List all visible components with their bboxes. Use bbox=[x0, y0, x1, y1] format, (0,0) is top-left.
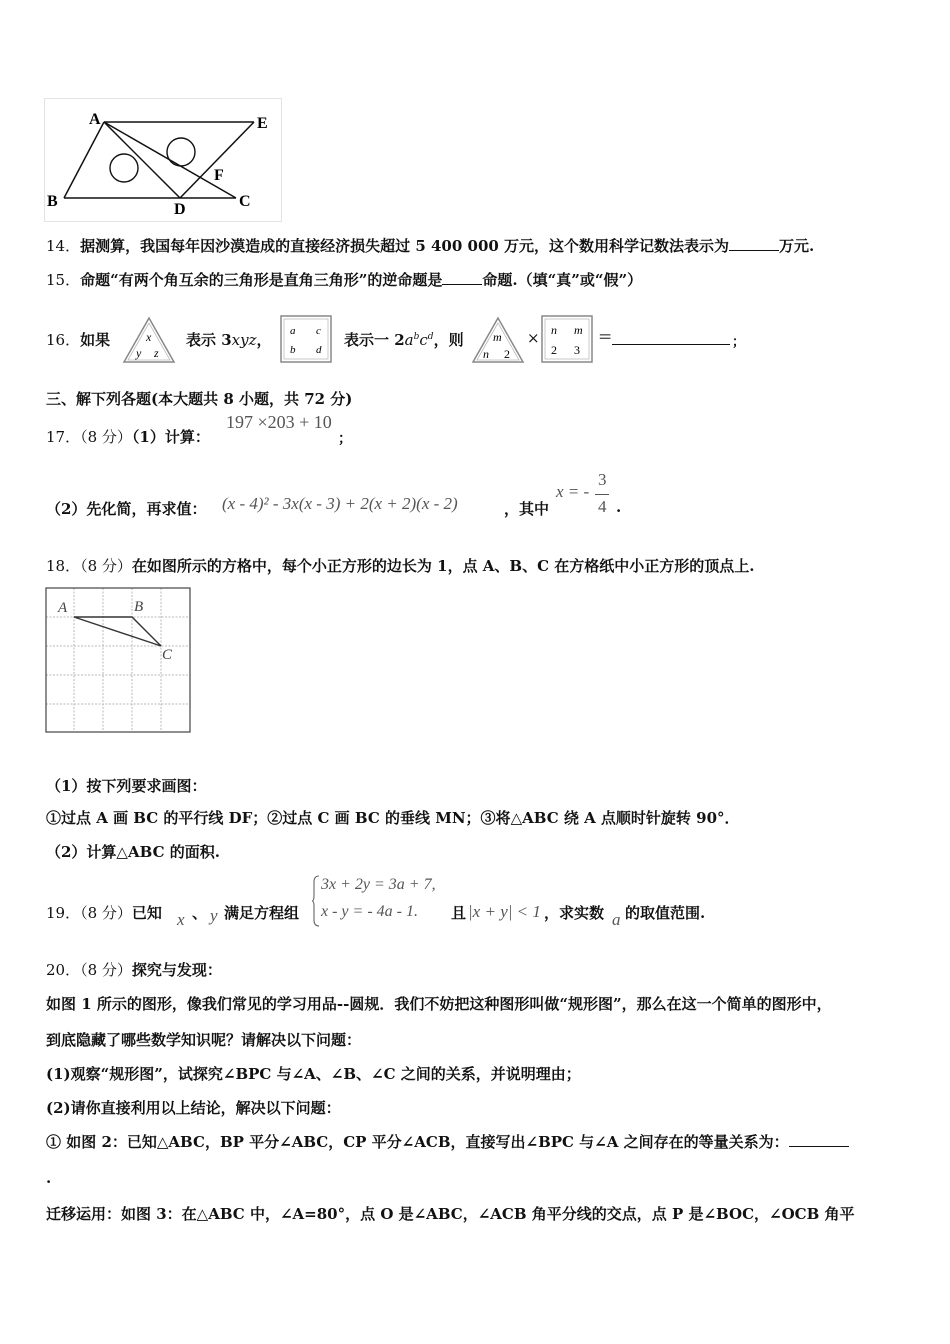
q20-paragraph-2: 到底隐藏了哪些数学知识呢？请解决以下问题： bbox=[46, 1031, 362, 1049]
q20-paragraph-4: (2)请你直接利用以上结论，解决以下问题： bbox=[46, 1099, 341, 1117]
q16-triangle-mn2 bbox=[471, 315, 525, 365]
q18-score: （8 分） bbox=[80, 557, 132, 575]
q18-sub2-title: （2）计算△ABC 的面积. bbox=[46, 843, 220, 861]
q17-header bbox=[46, 426, 210, 447]
label-b: B bbox=[47, 193, 58, 210]
circle-left bbox=[110, 154, 138, 182]
geometry-figure-abcdef bbox=[44, 98, 282, 222]
grid-label-c: C bbox=[162, 647, 173, 663]
label-a: A bbox=[89, 111, 101, 128]
q20-paragraph-1: 如图 1 所示的图形，像我们常见的学习用品--圆规．我们不妨把这种图形叫做“规形图”，那么在这一个简单的图形中， bbox=[46, 995, 832, 1013]
q19-eq2: x - y = - 4a - 1. bbox=[321, 903, 418, 920]
q19-sep: 、 bbox=[192, 904, 208, 922]
box2-tr: m bbox=[574, 323, 583, 337]
q20-number: 20． bbox=[46, 961, 81, 979]
q17-part1-label: （1）计算： bbox=[131, 428, 210, 446]
q19-header bbox=[46, 902, 162, 923]
q15-tail: 命题.（填“真”或“假”） bbox=[482, 271, 643, 289]
question-19 bbox=[46, 872, 906, 934]
tri2-top: m bbox=[493, 330, 502, 344]
q16-part2: 表示 3 bbox=[186, 331, 232, 349]
q20-paragraph-6: 迁移运用：如图 3：在△ABC 中，∠A=80°，点 O 是∠ABC，∠ACB 角平分线的交点，点 P 是∠BOC，∠OCB 角平 bbox=[46, 1205, 855, 1223]
q19-y: y bbox=[210, 906, 218, 925]
q16-box-abcd bbox=[279, 314, 333, 364]
tri1-left: y bbox=[136, 346, 142, 360]
q19-satisfy: 满足方程组 bbox=[224, 904, 300, 922]
q16-box-nm23 bbox=[540, 314, 594, 364]
q19-know: 已知 bbox=[131, 904, 162, 922]
q18-sub1-text: ①过点 A 画 BC 的平行线 DF；②过点 C 画 BC 的垂线 MN；③将△ABC 绕 A 点顺时针旋转 90°． bbox=[46, 809, 740, 827]
q16-equals: = bbox=[598, 327, 613, 347]
q17-part2-label: （2）先化简，再求值： bbox=[46, 500, 207, 518]
question-20-header bbox=[46, 960, 222, 980]
segment-ba bbox=[64, 122, 104, 198]
q16-answer-blank[interactable] bbox=[612, 330, 730, 345]
q17-expr1: 197 ×203 + 10 bbox=[226, 412, 332, 432]
q16-var-c: c bbox=[419, 331, 428, 349]
q19-a: a bbox=[612, 910, 621, 929]
box2-bl: 2 bbox=[551, 343, 557, 357]
label-f: F bbox=[214, 167, 224, 184]
label-c: C bbox=[239, 193, 251, 210]
q20-title: 探究与发现： bbox=[131, 961, 222, 979]
q19-brace bbox=[311, 874, 321, 928]
q17-frac-den: 4 bbox=[598, 497, 607, 516]
q17-x-eq: x = - bbox=[556, 482, 590, 501]
q20-p5-text: ① 如图 2：已知△ABC，BP 平分∠ABC，CP 平分∠ACB，直接写出∠BPC 与∠A 之间存在的等量关系为： bbox=[46, 1133, 789, 1151]
section-3-title: 三、解下列各题(本大题共 8 小题，共 72 分) bbox=[46, 390, 353, 408]
question-16 bbox=[46, 312, 906, 368]
q17-where: ，其中 bbox=[504, 500, 550, 518]
q18-text: 在如图所示的方格中，每个小正方形的边长为 1，点 A、B、C 在方格纸中小正方形的顶点上. bbox=[131, 557, 755, 575]
q19-x: x bbox=[177, 910, 185, 929]
triangle-abc bbox=[74, 617, 161, 646]
q16-var-a: a bbox=[404, 331, 414, 349]
q18-number: 18． bbox=[46, 557, 81, 575]
q17-expr2: (x - 4)² - 3x(x - 3) + 2(x + 2)(x - 2) bbox=[222, 494, 458, 513]
q17-semicolon: ； bbox=[338, 431, 352, 447]
q14-answer-blank[interactable] bbox=[729, 236, 779, 251]
q17-period: . bbox=[616, 498, 622, 516]
q16-number: 16． bbox=[46, 331, 81, 349]
q16-means-expression bbox=[344, 329, 464, 350]
q18-grid-figure bbox=[44, 586, 194, 736]
grid-label-a: A bbox=[58, 600, 68, 616]
q19-eq1: 3x + 2y = 3a + 7, bbox=[321, 876, 436, 893]
q14-number: 14． bbox=[46, 237, 81, 255]
q19-ask: ，求实数 bbox=[544, 904, 605, 922]
q16-var-b: b bbox=[413, 332, 420, 342]
q19-score: （8 分） bbox=[80, 904, 132, 922]
tri2-right: 2 bbox=[504, 347, 510, 361]
q17-frac-bar bbox=[595, 494, 609, 495]
question-14 bbox=[46, 236, 814, 256]
q17-frac-num: 3 bbox=[598, 470, 607, 489]
label-e: E bbox=[257, 115, 268, 132]
q15-answer-blank[interactable] bbox=[442, 270, 482, 285]
q15-number: 15． bbox=[46, 271, 81, 289]
q16-number-and-if bbox=[46, 329, 110, 350]
q20-paragraph-5 bbox=[46, 1132, 849, 1152]
q16-var-d: d bbox=[427, 332, 434, 342]
q16-means-3xyz: 表示 3xyz， bbox=[186, 331, 272, 349]
tri2-left: n bbox=[483, 347, 489, 361]
q14-tail: 万元. bbox=[779, 237, 815, 255]
box2-br: 3 bbox=[574, 343, 580, 357]
tri1-top: x bbox=[146, 330, 152, 344]
tri1-right: z bbox=[154, 346, 159, 360]
q16-end: ； bbox=[732, 335, 746, 350]
q16-part4: ，则 bbox=[433, 331, 464, 349]
q20-paragraph-3: (1)观察“规形图”，试探究∠BPC 与∠A、∠B、∠C 之间的关系，并说明理由； bbox=[46, 1065, 581, 1083]
q19-and: 且 bbox=[451, 904, 467, 922]
q16-part1: 如果 bbox=[80, 331, 111, 349]
q20-score: （8 分） bbox=[80, 961, 132, 979]
box1-bl: b bbox=[290, 344, 296, 356]
question-15 bbox=[46, 270, 642, 290]
q19-number: 19． bbox=[46, 904, 81, 922]
circle-right bbox=[167, 138, 195, 166]
q14-text: 据测算，我国每年因沙漠造成的直接经济损失超过 5 400 000 万元，这个数用科学记数法表示为 bbox=[80, 237, 730, 255]
question-18-stem bbox=[46, 556, 755, 576]
q16-part3: 表示一 2 bbox=[344, 331, 405, 349]
q17-score: （8 分） bbox=[80, 428, 132, 446]
q16-xyz: xyz bbox=[231, 331, 257, 349]
q20-answer-blank[interactable] bbox=[789, 1132, 849, 1147]
q19-range: 的取值范围. bbox=[625, 904, 706, 922]
box1-br: d bbox=[316, 344, 322, 356]
q18-sub1-title: （1）按下列要求画图： bbox=[46, 777, 207, 795]
box2-tl: n bbox=[551, 323, 557, 337]
box1-tl: a bbox=[290, 325, 296, 337]
q17-number: 17． bbox=[46, 428, 81, 446]
q15-text: 命题“有两个角互余的三角形是直角三角形”的逆命题是 bbox=[80, 271, 443, 289]
q16-times: × bbox=[527, 329, 540, 347]
box1-tr: c bbox=[316, 325, 321, 337]
grid-label-b: B bbox=[134, 599, 144, 615]
label-d: D bbox=[174, 201, 186, 218]
q19-abs: |x + y| < 1 bbox=[468, 902, 541, 921]
q16-triangle-xyz bbox=[122, 315, 176, 365]
q20-p5-end: . bbox=[46, 1169, 52, 1187]
question-17 bbox=[46, 412, 906, 522]
